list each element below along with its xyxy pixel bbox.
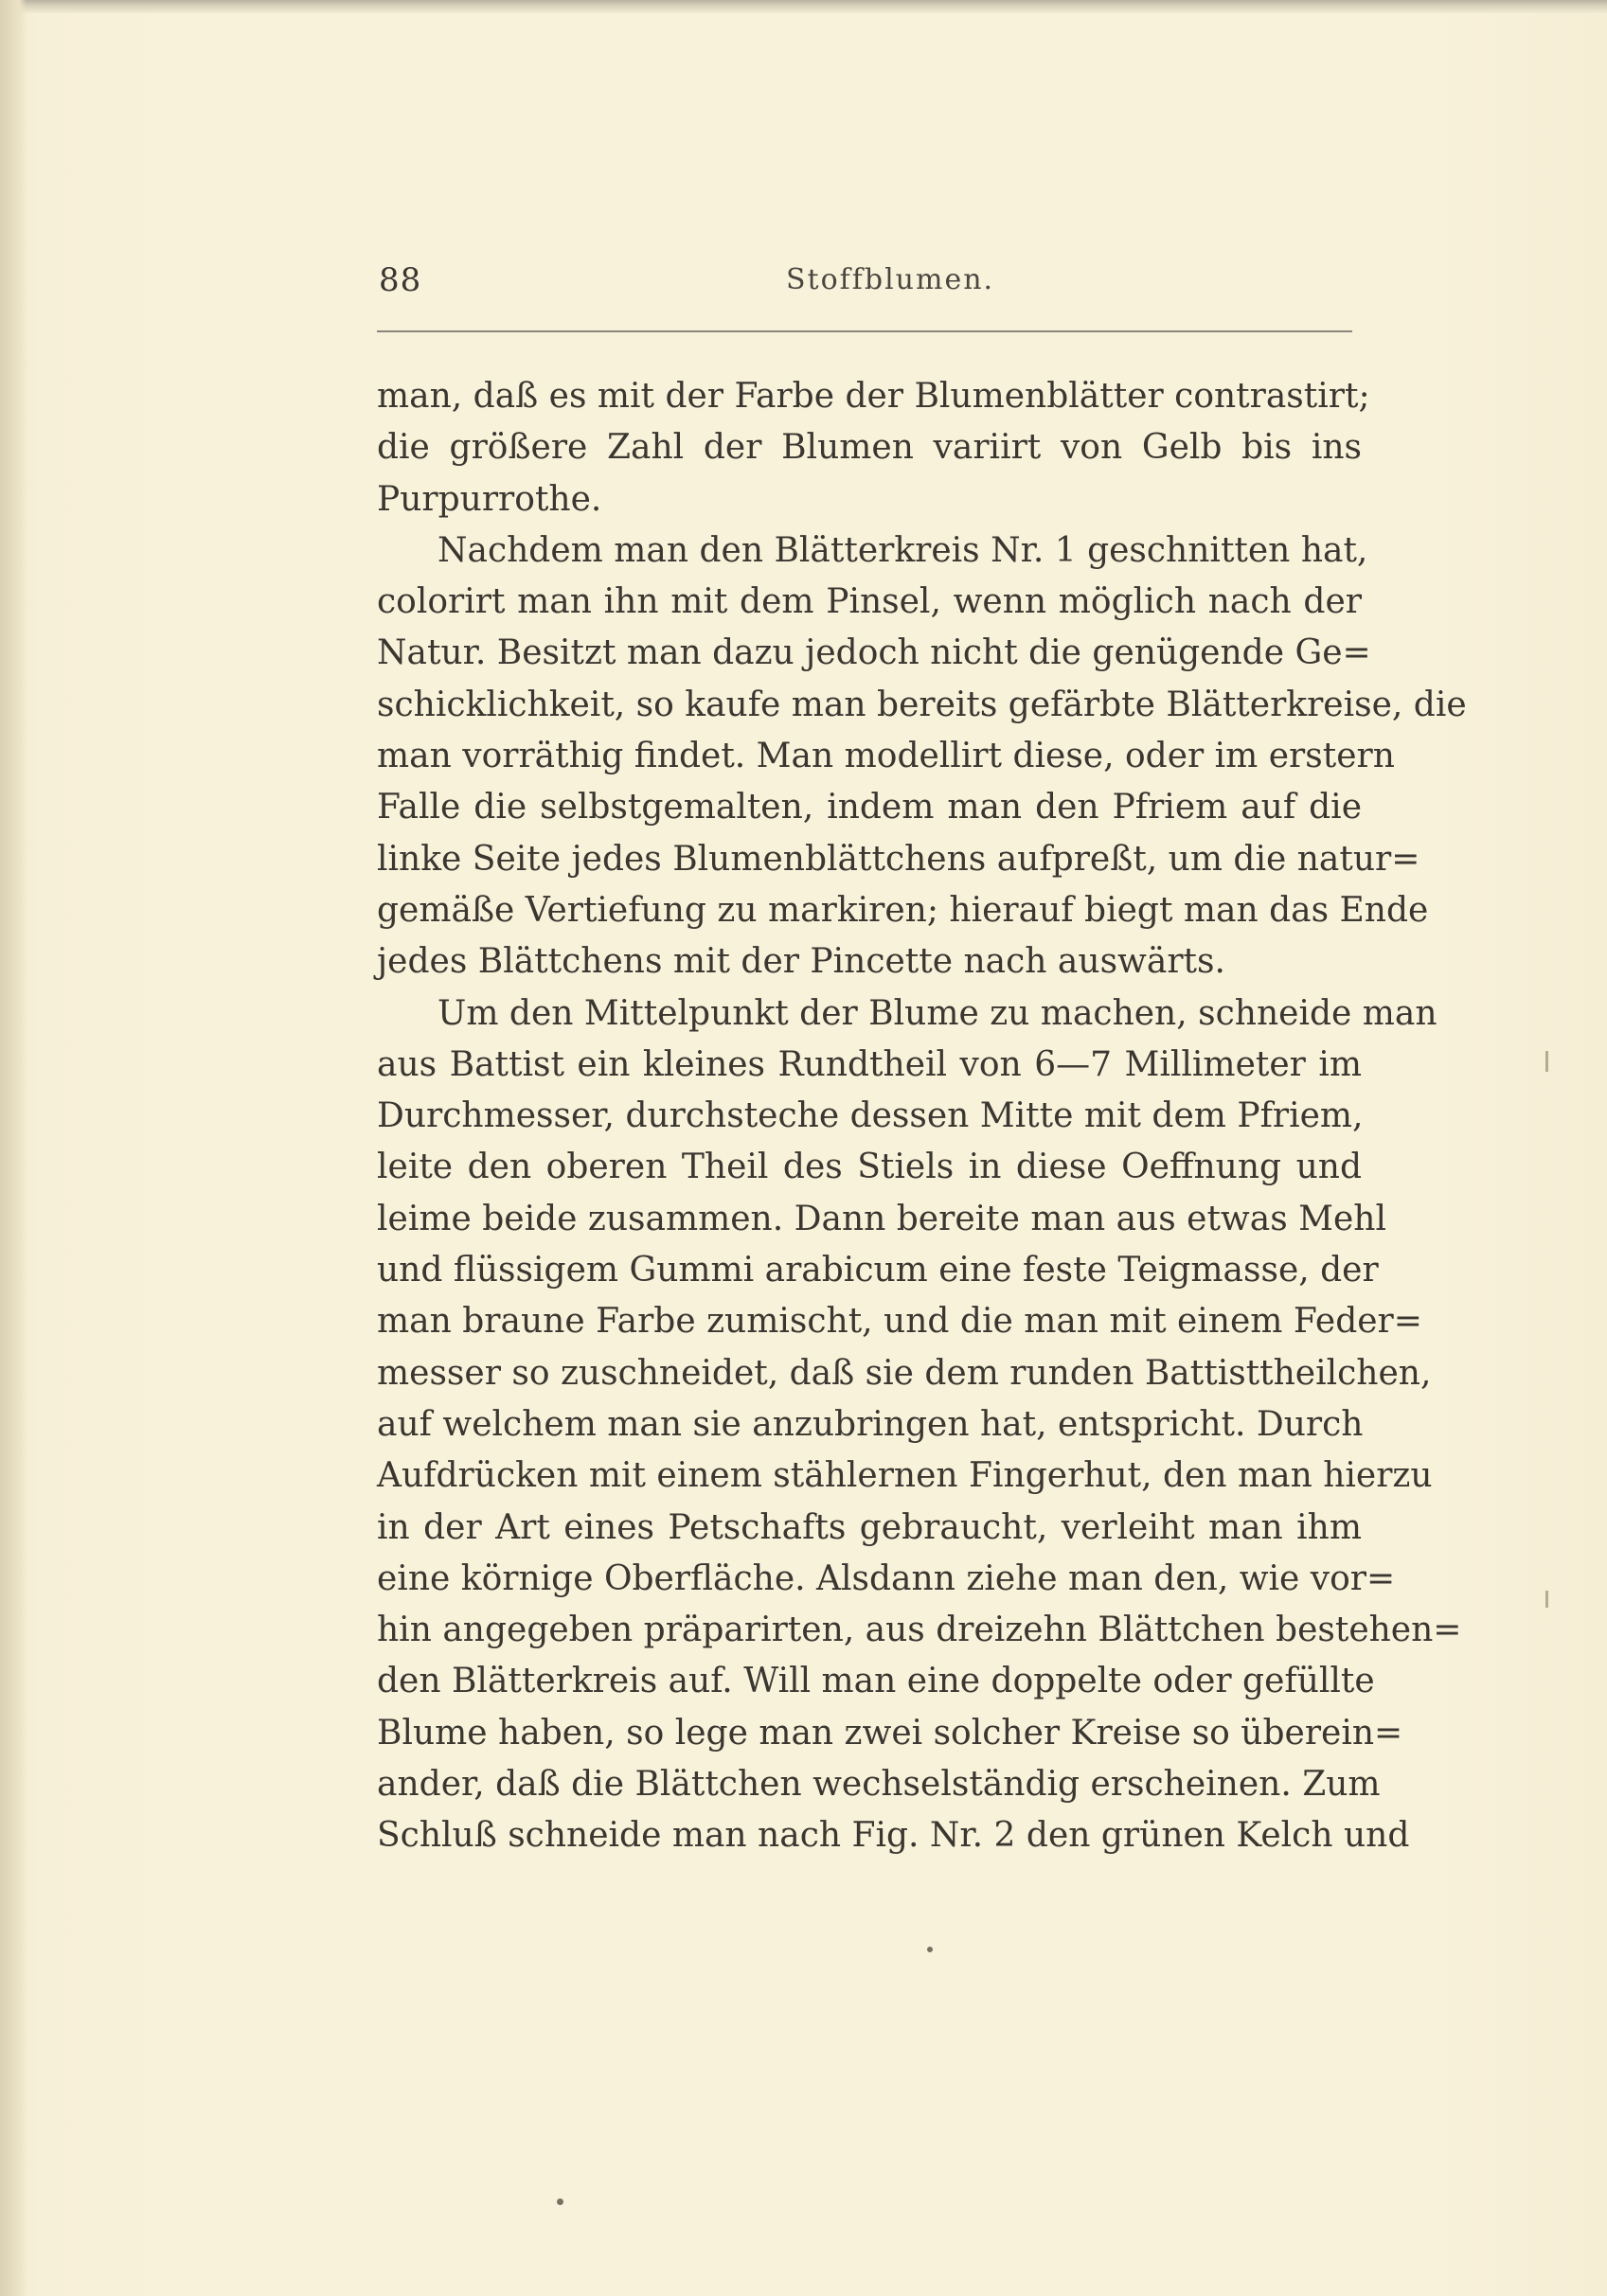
- paper-mark: [1545, 1051, 1548, 1072]
- text-line: Schluß schneide man nach Fig. Nr. 2 den grünen Kelch und: [377, 1816, 1410, 1856]
- paper-mark: [1545, 1591, 1548, 1608]
- text-line: hin angegeben präparirten, aus dreizehn Blättchen bestehen=: [377, 1611, 1462, 1650]
- text-line: colorirt man ihn mit dem Pinsel, wenn möglich nach der: [377, 582, 1362, 622]
- page-number: 88: [379, 261, 422, 299]
- text-line: schicklichkeit, so kaufe man bereits gefärbte Blätterkreise, die: [377, 685, 1467, 724]
- page-binding-edge: [0, 0, 27, 2296]
- text-line: Aufdrücken mit einem stählernen Fingerhut, den man hierzu: [377, 1456, 1433, 1496]
- page-top-edge: [0, 0, 1607, 13]
- text-line: in der Art eines Petschafts gebraucht, verleiht man ihm: [377, 1507, 1362, 1547]
- text-line: Nachdem man den Blätterkreis Nr. 1 geschnitten hat,: [437, 530, 1368, 570]
- text-line: messer so zuschneidet, daß sie dem runden Battisttheilchen,: [377, 1353, 1432, 1393]
- text-line: man vorräthig findet. Man modellirt diese, oder im erstern: [377, 737, 1395, 776]
- paper-speck: [557, 2198, 563, 2205]
- text-line: auf welchem man sie anzubringen hat, entspricht. Durch: [377, 1404, 1364, 1444]
- text-line: den Blätterkreis auf. Will man eine doppelte oder gefüllte: [377, 1662, 1375, 1701]
- text-line: leime beide zusammen. Dann bereite man aus etwas Mehl: [377, 1199, 1386, 1238]
- text-line: die größere Zahl der Blumen variirt von Gelb bis ins: [377, 428, 1362, 468]
- text-line: Um den Mittelpunkt der Blume zu machen, schneide man: [437, 993, 1437, 1033]
- running-head: [379, 261, 1359, 303]
- header-rule: [377, 330, 1352, 332]
- text-line: Blume haben, so lege man zwei solcher Kreise so überein=: [377, 1713, 1403, 1753]
- text-line: Natur. Besitzt man dazu jedoch nicht die genügende Ge=: [377, 633, 1371, 673]
- text-line: Durchmesser, durchsteche dessen Mitte mit dem Pfriem,: [377, 1096, 1364, 1136]
- text-line: ander, daß die Blättchen wechselständig erscheinen. Zum: [377, 1765, 1381, 1805]
- text-line: linke Seite jedes Blumenblättchens aufpreßt, um die natur=: [377, 839, 1420, 879]
- text-line: gemäße Vertiefung zu markiren; hierauf biegt man das Ende: [377, 890, 1429, 930]
- text-line: Falle die selbstgemalten, indem man den Pfriem auf die: [377, 788, 1362, 828]
- paper-speck: [927, 1947, 933, 1952]
- text-line: leite den oberen Theil des Stiels in diese Oeffnung und: [377, 1148, 1362, 1187]
- text-line: aus Battist ein kleines Rundtheil von 6—7 Millimeter im: [377, 1044, 1362, 1084]
- text-line: Purpurrothe.: [377, 479, 602, 519]
- text-line: eine körnige Oberfläche. Alsdann ziehe man den, wie vor=: [377, 1558, 1396, 1598]
- body-text: [377, 371, 1467, 1862]
- text-line: man, daß es mit der Farbe der Blumenblätter contrastirt;: [377, 377, 1370, 416]
- text-line: jedes Blättchens mit der Pincette nach auswärts.: [377, 942, 1225, 982]
- running-title: Stoffblumen.: [786, 263, 995, 296]
- text-line: und flüssigem Gummi arabicum eine feste Teigmasse, der: [377, 1251, 1379, 1290]
- text-line: man braune Farbe zumischt, und die man mit einem Feder=: [377, 1302, 1422, 1342]
